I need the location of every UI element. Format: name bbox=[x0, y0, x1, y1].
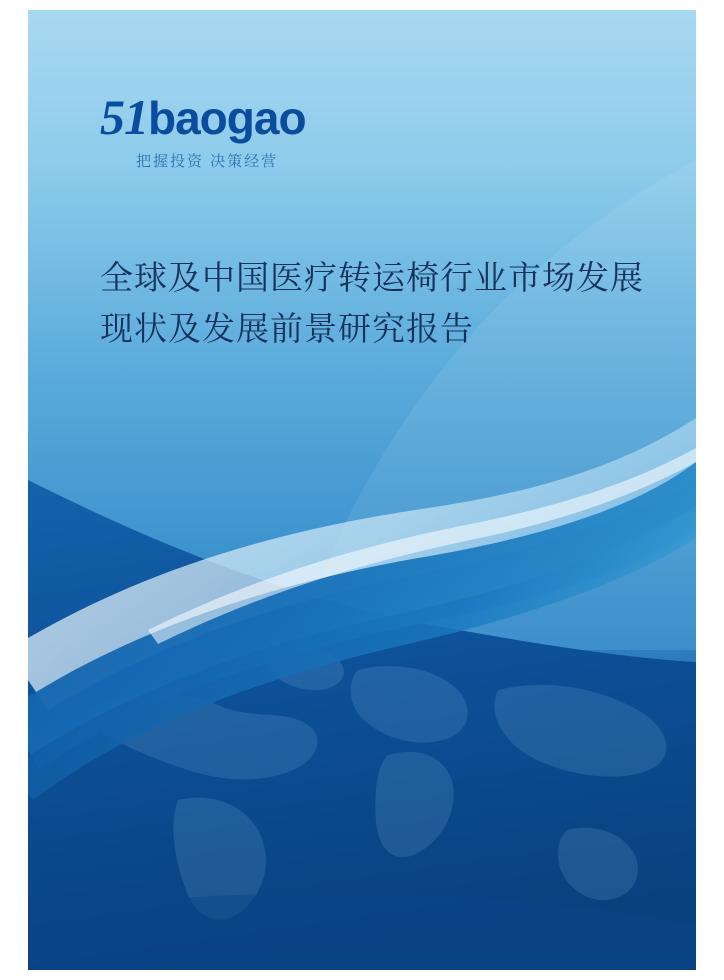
logo-wordmark-text: baogao bbox=[148, 92, 306, 144]
logo-tagline: 把握投资 决策经营 bbox=[136, 153, 279, 170]
logo-mark-51: 51 bbox=[100, 89, 148, 145]
logo-wordmark bbox=[100, 89, 360, 145]
brand-logo bbox=[100, 89, 360, 182]
cover-artwork bbox=[28, 10, 696, 970]
report-title: 全球及中国医疗转运椅行业市场发展现状及发展前景研究报告 bbox=[100, 259, 644, 348]
